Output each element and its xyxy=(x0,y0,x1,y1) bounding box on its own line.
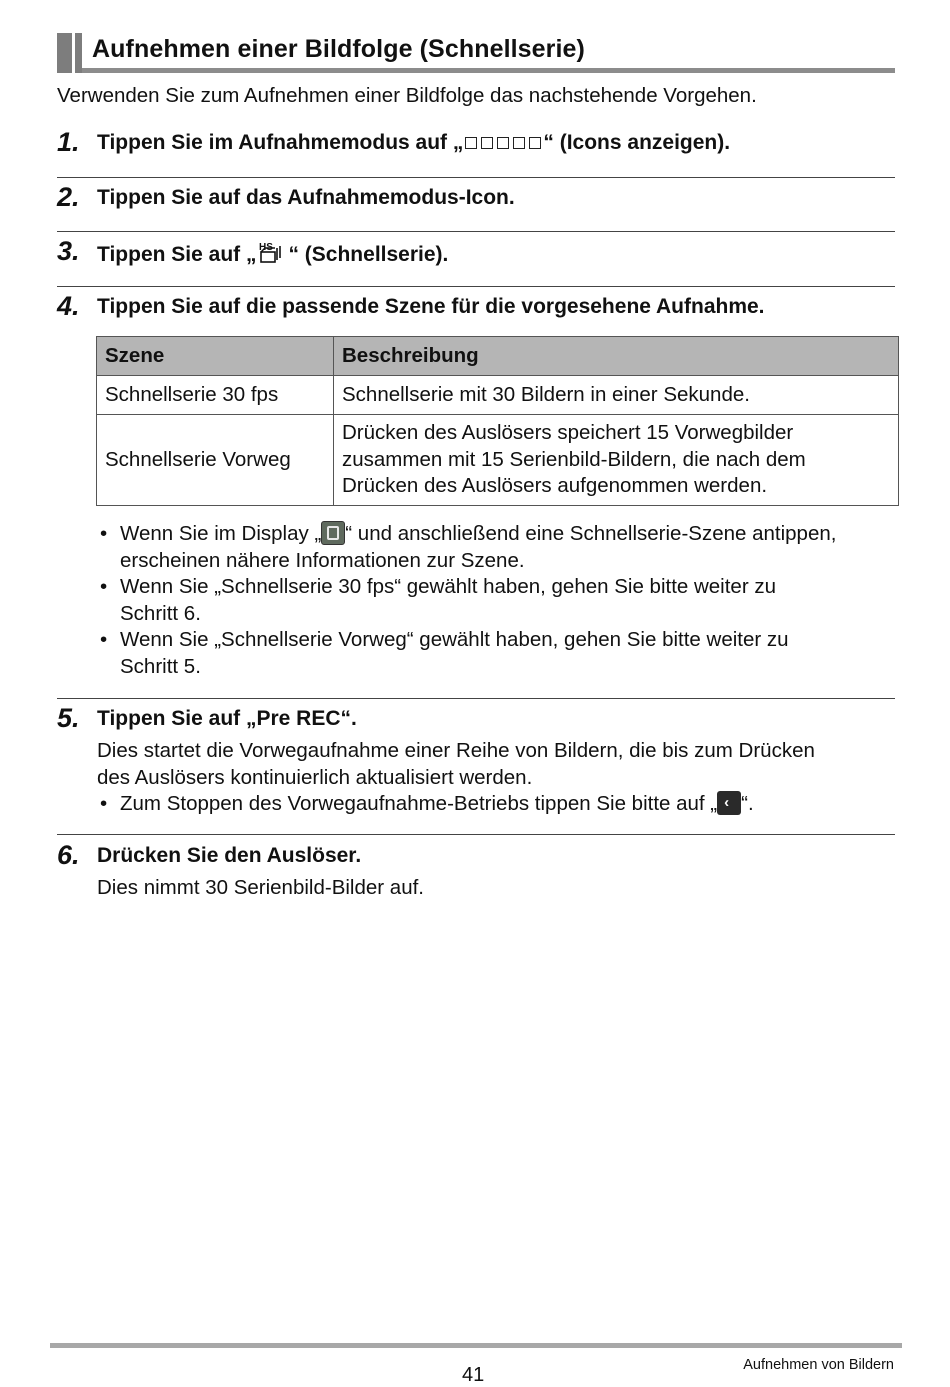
intro-text: Verwenden Sie zum Aufnehmen einer Bildfolge das nachstehende Vorgehen. xyxy=(57,84,757,107)
info-icon xyxy=(321,521,345,545)
divider xyxy=(57,698,895,699)
step-text: Tippen Sie auf „Pre REC“. xyxy=(97,707,357,730)
svg-text:HS: HS xyxy=(259,242,274,253)
table-header-row xyxy=(97,337,899,376)
scene-table xyxy=(96,336,899,506)
footer-rule xyxy=(50,1343,902,1348)
bullet: • xyxy=(100,628,108,651)
five-squares-icon xyxy=(463,131,543,154)
note-text: Wenn Sie „Schnellserie 30 fps“ gewählt haben, gehen Sie bitte weiter zu xyxy=(120,575,777,598)
scene-cell: Schnellserie 30 fps xyxy=(97,376,334,415)
step-text-pre: Tippen Sie im Aufnahmemodus auf „ xyxy=(97,131,464,154)
note-text: “. xyxy=(741,792,754,815)
title-marker-thin xyxy=(75,33,82,73)
step-number: 4. xyxy=(57,291,80,321)
divider xyxy=(57,231,895,232)
notes-list xyxy=(100,521,900,680)
list-item xyxy=(100,627,900,680)
section-header xyxy=(57,33,895,75)
footer-section-label: Aufnehmen von Bildern xyxy=(743,1357,894,1373)
step-number: 3. xyxy=(57,236,80,266)
step-number: 6. xyxy=(57,840,80,870)
note-text: Zum Stoppen des Vorwegaufnahme-Betriebs tippen Sie bitte auf „ xyxy=(120,792,718,815)
hs-burst-icon xyxy=(257,240,287,264)
note-text: Schritt 5. xyxy=(120,654,201,678)
description-cell xyxy=(334,415,899,506)
description-line: zusammen mit 15 Serienbild-Bildern, die nach dem xyxy=(342,447,806,471)
note-text: Wenn Sie im Display „ xyxy=(120,522,322,545)
bullet: • xyxy=(100,792,108,815)
step-5-note xyxy=(100,791,900,818)
bullet: • xyxy=(100,575,108,598)
divider xyxy=(57,286,895,287)
step-text: Tippen Sie auf das Aufnahmemodus-Icon. xyxy=(97,186,515,209)
page-number: 41 xyxy=(462,1364,485,1386)
step-number: 1. xyxy=(57,127,80,157)
title-underline xyxy=(82,68,895,73)
body-line: Dies startet die Vorwegaufnahme einer Reihe von Bildern, die bis zum Drücken xyxy=(97,739,815,762)
note-text: “ und anschließend eine Schnellserie-Szene antippen, xyxy=(345,522,837,545)
step-text: Drücken Sie den Auslöser. xyxy=(97,844,362,867)
table-row xyxy=(97,415,899,506)
list-item xyxy=(100,791,900,818)
step-text xyxy=(97,240,448,267)
scene-cell: Schnellserie Vorweg xyxy=(97,415,334,506)
list-item xyxy=(100,521,900,574)
column-header: Beschreibung xyxy=(334,337,899,376)
step-text-pre: Tippen Sie auf „ xyxy=(97,243,257,266)
description-line: Drücken des Auslösers speichert 15 Vorwegbilder xyxy=(342,421,794,445)
table-row xyxy=(97,376,899,415)
back-chevron-icon: ‹ xyxy=(717,791,741,815)
step-text-post: “ (Icons anzeigen). xyxy=(543,131,731,154)
column-header: Szene xyxy=(97,337,334,376)
body-line: des Auslösers kontinuierlich aktualisiert werden. xyxy=(97,765,533,789)
step-number: 2. xyxy=(57,182,80,212)
list-item xyxy=(100,574,900,627)
bullet: • xyxy=(100,522,108,545)
title-marker xyxy=(57,33,72,73)
description-line: Drücken des Auslösers aufgenommen werden. xyxy=(342,474,768,498)
divider xyxy=(57,177,895,178)
note-text: Schritt 6. xyxy=(120,601,201,625)
step-text-post: “ (Schnellserie). xyxy=(288,243,449,266)
step-number: 5. xyxy=(57,703,80,733)
divider xyxy=(57,834,895,835)
note-text: Wenn Sie „Schnellserie Vorweg“ gewählt haben, gehen Sie bitte weiter zu xyxy=(120,628,789,651)
step-text xyxy=(97,131,730,155)
note-text: erscheinen nähere Informationen zur Szene. xyxy=(120,548,525,572)
page-title: Aufnehmen einer Bildfolge (Schnellserie) xyxy=(92,35,585,63)
description-line: Schnellserie mit 30 Bildern in einer Sekunde. xyxy=(342,383,750,406)
step-6-body: Dies nimmt 30 Serienbild-Bilder auf. xyxy=(97,876,424,899)
description-cell xyxy=(334,376,899,415)
step-5-body xyxy=(97,738,897,791)
step-text: Tippen Sie auf die passende Szene für die vorgesehene Aufnahme. xyxy=(97,295,765,318)
